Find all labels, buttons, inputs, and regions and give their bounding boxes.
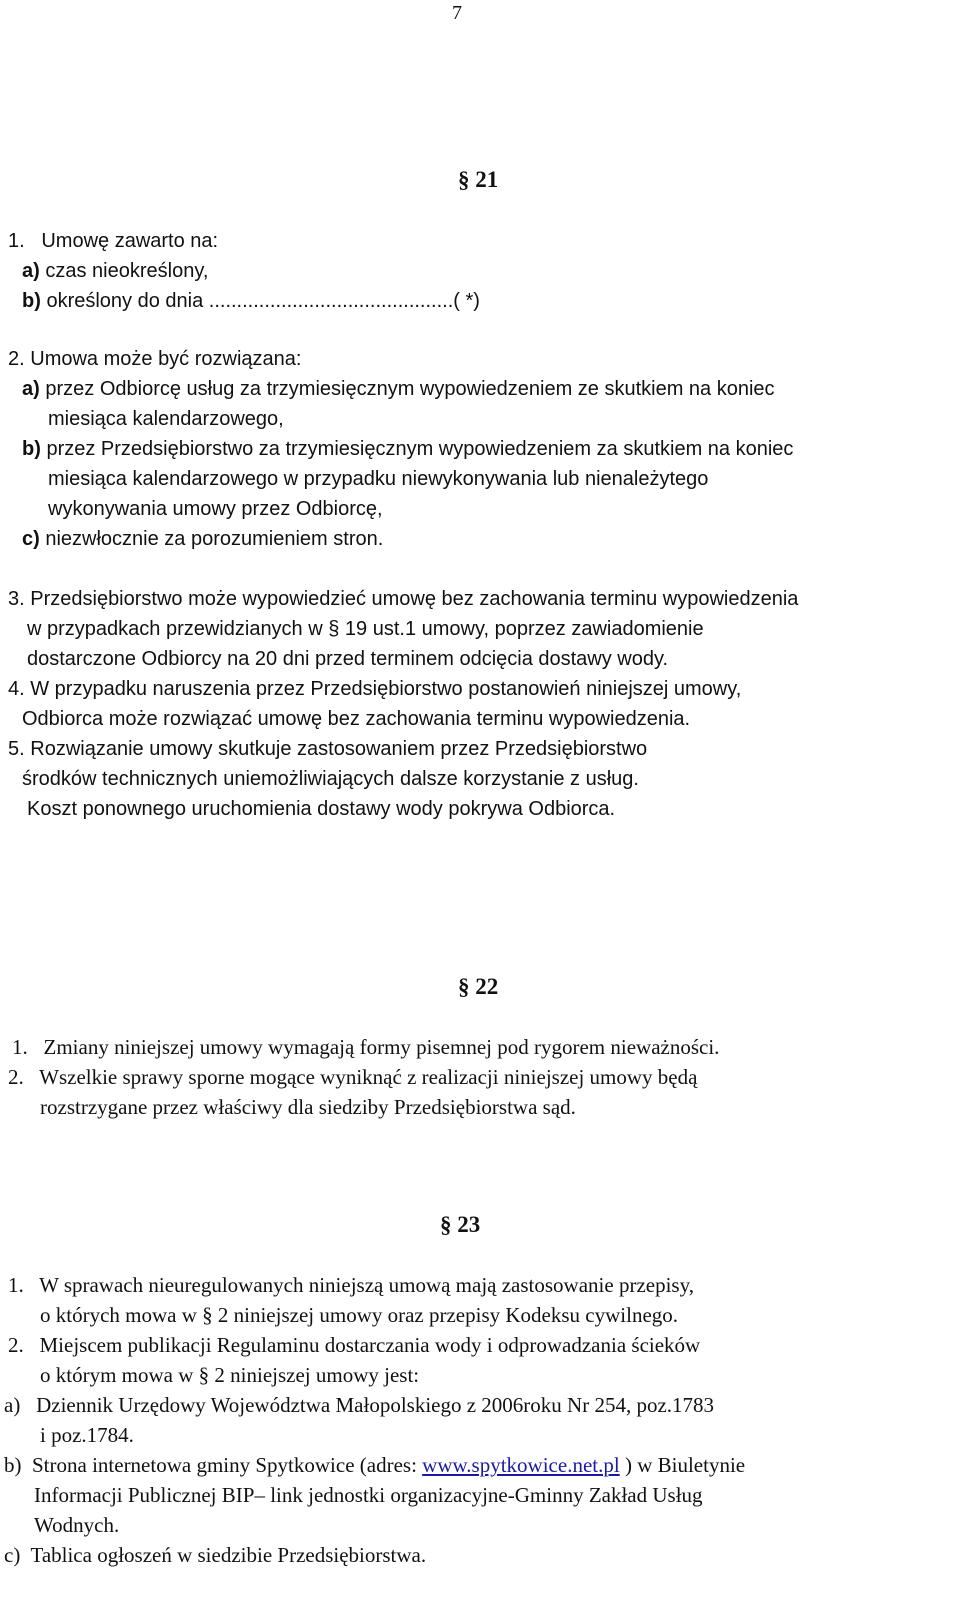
para-23-2c: c) Tablica ogłoszeń w siedzibie Przedsiębiorstwa. xyxy=(4,1543,427,1567)
section-heading-23: § 23 xyxy=(440,1212,481,1237)
para-21-4: 4. W przypadku naruszenia przez Przedsiębiorstwo postanowień niniejszej umowy, xyxy=(8,678,742,700)
para-21-2c: c) niezwłocznie za porozumieniem stron. xyxy=(22,528,384,550)
para-21-2b: b) przez Przedsiębiorstwo za trzymiesięcznym wypowiedzeniem za skutkiem na koniec xyxy=(22,438,794,460)
para-21-2: 2. Umowa może być rozwiązana: xyxy=(8,348,302,370)
para-23-2-cont: o którym mowa w § 2 niniejszej umowy jest: xyxy=(40,1363,420,1387)
para-23-1: 1. W sprawach nieuregulowanych niniejszą umową mają zastosowanie przepisy, xyxy=(8,1273,694,1297)
section-heading-22: § 22 xyxy=(458,974,499,999)
para-23-2: 2. Miejscem publikacji Regulaminu dostarczania wody i odprowadzania ścieków xyxy=(8,1333,701,1357)
section-heading-21: § 21 xyxy=(458,167,499,192)
para-22-2-cont: rozstrzygane przez właściwy dla siedziby Przedsiębiorstwa sąd. xyxy=(40,1095,576,1119)
para-21-2b-cont1: miesiąca kalendarzowego w przypadku niewykonywania lub nienależytego xyxy=(48,468,709,490)
para-21-5-cont1: środków technicznych uniemożliwiających dalsze korzystanie z usług. xyxy=(22,768,639,790)
para-23-2a-cont: i poz.1784. xyxy=(40,1423,134,1447)
para-23-1-cont: o których mowa w § 2 niniejszej umowy oraz przepisy Kodeksu cywilnego. xyxy=(40,1303,679,1327)
para-21-1b: b) określony do dnia ............................................( *) xyxy=(22,290,480,312)
para-21-3: 3. Przedsiębiorstwo może wypowiedzieć umowę bez zachowania terminu wypowiedzenia xyxy=(8,588,799,610)
para-21-1: 1. Umowę zawarto na: xyxy=(8,230,219,252)
para-23-2b-cont2: Wodnych. xyxy=(34,1513,120,1537)
para-21-2a: a) przez Odbiorcę usług za trzymiesięcznym wypowiedzeniem ze skutkiem na koniec xyxy=(22,378,775,400)
para-21-1a: a) czas nieokreślony, xyxy=(22,260,209,282)
para-21-3-cont1: w przypadkach przewidzianych w § 19 ust.1 umowy, poprzez zawiadomienie xyxy=(27,618,704,640)
page-number: 7 xyxy=(452,2,462,24)
para-22-1: 1. Zmiany niniejszej umowy wymagają formy pisemnej pod rygorem nieważności. xyxy=(12,1035,720,1059)
para-21-2b-cont2: wykonywania umowy przez Odbiorcę, xyxy=(48,498,383,520)
website-link[interactable]: www.spytkowice.net.pl xyxy=(422,1453,620,1477)
para-23-2b: b) Strona internetowa gminy Spytkowice (adres: www.spytkowice.net.pl ) w Biuletynie xyxy=(4,1453,746,1477)
para-21-2a-cont: miesiąca kalendarzowego, xyxy=(48,408,284,430)
para-21-5-cont2: Koszt ponownego uruchomienia dostawy wody pokrywa Odbiorca. xyxy=(27,798,616,820)
para-22-2: 2. Wszelkie sprawy sporne mogące wyniknąć z realizacji niniejszej umowy będą xyxy=(8,1065,698,1089)
para-23-2b-cont1: Informacji Publicznej BIP– link jednostki organizacyjne-Gminny Zakład Usług xyxy=(34,1483,703,1507)
para-23-2a: a) Dziennik Urzędowy Województwa Małopolskiego z 2006roku Nr 254, poz.1783 xyxy=(4,1393,715,1417)
para-21-3-cont2: dostarczone Odbiorcy na 20 dni przed terminem odcięcia dostawy wody. xyxy=(27,648,669,670)
para-21-5: 5. Rozwiązanie umowy skutkuje zastosowaniem przez Przedsiębiorstwo xyxy=(8,738,648,760)
para-21-4-cont: Odbiorca może rozwiązać umowę bez zachowania terminu wypowiedzenia. xyxy=(22,708,691,730)
